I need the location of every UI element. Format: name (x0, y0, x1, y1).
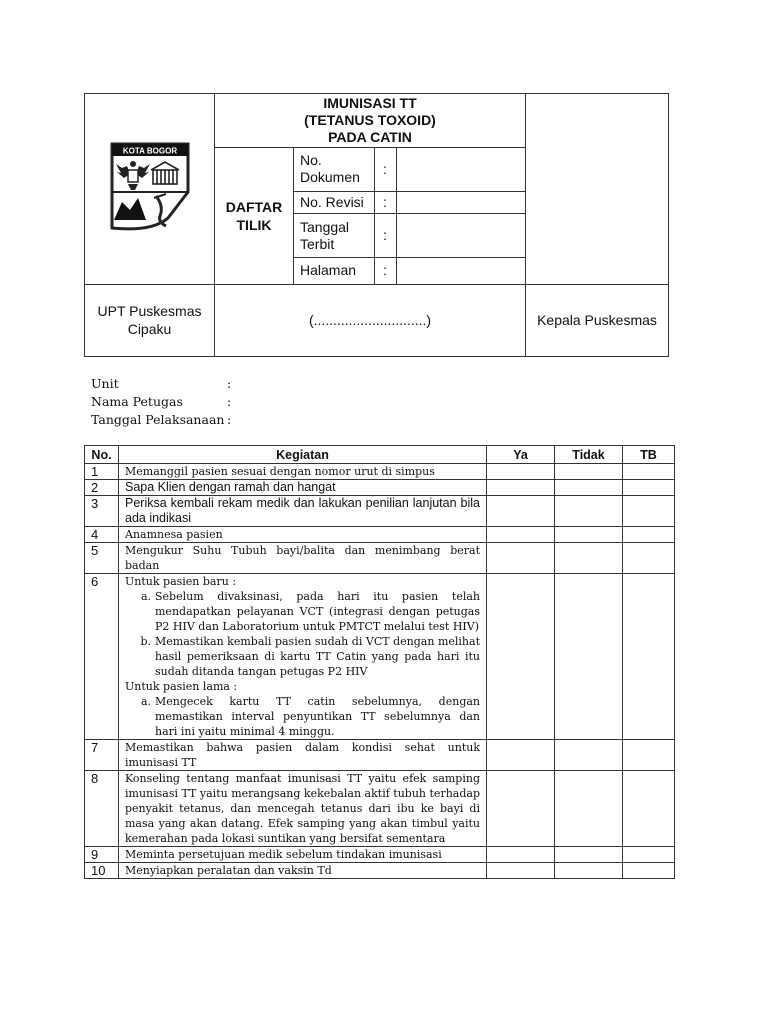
table-row (85, 496, 675, 527)
row-activity: Konseling tentang manfaat imunisasi TT yaitu efek samping imunisasi TT yaitu merangsang kekebalan aktif tubuh terhadap penyakit tetanus, dan mencegah tetanus dari ibu ke bayi di masa yang akan datang. Efek samping yang akan timbul yaitu kemerahan pada lokasi suntikan yang bersifat sementara (119, 771, 487, 847)
meta-label-revision: No. Revisi (294, 191, 374, 214)
old-patient-intro: Untuk pasien lama : (125, 680, 238, 693)
row-activity (119, 574, 487, 740)
row-number: 4 (85, 527, 119, 543)
meta-colon: : (374, 148, 396, 191)
check-cell-yes[interactable] (487, 480, 555, 496)
sub-item-marker: b. (140, 635, 151, 648)
sub-item-marker: a. (140, 695, 151, 708)
document-meta-table (294, 148, 525, 284)
check-cell-yes[interactable] (487, 496, 555, 527)
row-activity: Mengukur Suhu Tubuh bayi/balita dan menimbang berat badan (119, 543, 487, 574)
row-number: 5 (85, 543, 119, 574)
doc-type-line-2: TILIK (236, 216, 272, 233)
logo-cell (85, 94, 215, 285)
check-cell-na[interactable] (623, 527, 675, 543)
table-row (85, 527, 675, 543)
row-number: 8 (85, 771, 119, 847)
info-colon: : (227, 376, 232, 391)
row-activity: Anamnesa pasien (119, 527, 487, 543)
check-cell-na[interactable] (623, 863, 675, 879)
col-header-activity: Kegiatan (119, 446, 487, 464)
meta-colon: : (374, 258, 396, 284)
sub-item-text: Memastikan kembali pasien sudah di VCT dengan melihat hasil pemeriksaan di kartu TT Catin yang pada hari itu sudah ditanda tangan petugas P2 HIV (155, 635, 480, 678)
check-cell-no[interactable] (555, 771, 623, 847)
check-cell-yes[interactable] (487, 740, 555, 771)
check-cell-yes[interactable] (487, 771, 555, 847)
row-activity: Memastikan bahwa pasien dalam kondisi sehat untuk imunisasi TT (119, 740, 487, 771)
kota-bogor-logo (108, 140, 192, 232)
row-number: 6 (85, 574, 119, 740)
check-cell-no[interactable] (555, 480, 623, 496)
document-title (215, 94, 525, 148)
check-cell-na[interactable] (623, 847, 675, 863)
col-header-yes: Ya (487, 446, 555, 464)
meta-colon: : (374, 214, 396, 258)
header-blank-cell (526, 94, 669, 285)
logo-text: KOTA BOGOR (122, 146, 177, 156)
check-cell-na[interactable] (623, 496, 675, 527)
table-row (85, 740, 675, 771)
checklist-header-row (85, 446, 675, 464)
check-cell-yes[interactable] (487, 464, 555, 480)
check-cell-yes[interactable] (487, 863, 555, 879)
sub-item (125, 634, 480, 679)
document-type (215, 148, 294, 284)
meta-colon: : (374, 191, 396, 214)
row-number: 9 (85, 847, 119, 863)
meta-label-page: Halaman (294, 258, 374, 284)
meta-value-issue-date (396, 214, 525, 258)
info-label: Tanggal Pelaksanaan (91, 412, 225, 427)
check-cell-na[interactable] (623, 543, 675, 574)
row-number: 2 (85, 480, 119, 496)
form-info (91, 375, 231, 429)
row-activity: Memanggil pasien sesuai dengan nomor urut di simpus (119, 464, 487, 480)
doc-type-line-1: DAFTAR (225, 198, 283, 215)
check-cell-na[interactable] (623, 480, 675, 496)
row-number: 3 (85, 496, 119, 527)
check-cell-na[interactable] (623, 574, 675, 740)
sub-item-text: Sebelum divaksinasi, pada hari itu pasien telah mendapatkan pelayanan VCT (integrasi dengan petugas P2 HIV dan Laboratorium untuk PMTCT melalui test HIV) (155, 590, 480, 633)
check-cell-no[interactable] (555, 543, 623, 574)
signature-placeholder: (.............................) (215, 284, 526, 356)
row-activity: Sapa Klien dengan ramah dan hangat (119, 480, 487, 496)
checklist-table (84, 445, 675, 879)
row-activity: Menyiapkan peralatan dan vaksin Td (119, 863, 487, 879)
col-header-no: No. (85, 446, 119, 464)
row-number: 10 (85, 863, 119, 879)
check-cell-no[interactable] (555, 464, 623, 480)
check-cell-yes[interactable] (487, 574, 555, 740)
col-header-no-answer: Tidak (555, 446, 623, 464)
check-cell-no[interactable] (555, 863, 623, 879)
title-and-meta-cell (215, 94, 526, 285)
title-line-1: IMUNISASI TT (323, 95, 417, 111)
sub-item-text: Mengecek kartu TT catin sebelumnya, dengan memastikan interval penyuntikan TT sebelumnya dan hari ini yaitu minimal 4 minggu. (155, 695, 480, 738)
info-colon: : (227, 412, 232, 427)
check-cell-no[interactable] (555, 847, 623, 863)
sub-item (125, 589, 480, 634)
check-cell-yes[interactable] (487, 847, 555, 863)
col-header-not-applicable: TB (623, 446, 675, 464)
table-row (85, 863, 675, 879)
info-label: Unit (91, 376, 119, 391)
check-cell-no[interactable] (555, 740, 623, 771)
table-row (85, 480, 675, 496)
table-row (85, 771, 675, 847)
sub-item-marker: a. (140, 590, 151, 603)
check-cell-na[interactable] (623, 464, 675, 480)
title-line-2: (TETANUS TOXOID) (304, 112, 436, 128)
table-row (85, 574, 675, 740)
row-number: 7 (85, 740, 119, 771)
check-cell-no[interactable] (555, 527, 623, 543)
info-row-date (91, 411, 231, 429)
check-cell-no[interactable] (555, 574, 623, 740)
check-cell-na[interactable] (623, 771, 675, 847)
table-row (85, 847, 675, 863)
signer-role: Kepala Puskesmas (526, 284, 669, 356)
info-label: Nama Petugas (91, 394, 183, 409)
info-colon: : (227, 394, 232, 409)
meta-label-issue-date: Tanggal Terbit (294, 214, 374, 258)
new-patient-intro: Untuk pasien baru : (125, 575, 237, 588)
check-cell-yes[interactable] (487, 527, 555, 543)
row-number: 1 (85, 464, 119, 480)
check-cell-no[interactable] (555, 496, 623, 527)
meta-value-page (396, 258, 525, 284)
meta-value-revision (396, 191, 525, 214)
row-activity: Periksa kembali rekam medik dan lakukan penilian lanjutan bila ada indikasi (119, 496, 487, 527)
sub-item (125, 694, 480, 739)
check-cell-yes[interactable] (487, 543, 555, 574)
row-activity: Meminta persetujuan medik sebelum tindakan imunisasi (119, 847, 487, 863)
document-header (84, 93, 669, 357)
table-row (85, 543, 675, 574)
table-row (85, 464, 675, 480)
meta-value-doc-number (396, 148, 525, 191)
meta-label-doc-number: No. Dokumen (294, 148, 374, 191)
info-row-officer (91, 393, 231, 411)
info-row-unit (91, 375, 231, 393)
check-cell-na[interactable] (623, 740, 675, 771)
title-line-3: PADA CATIN (328, 129, 412, 145)
unit-name: UPT Puskesmas Cipaku (85, 284, 215, 356)
